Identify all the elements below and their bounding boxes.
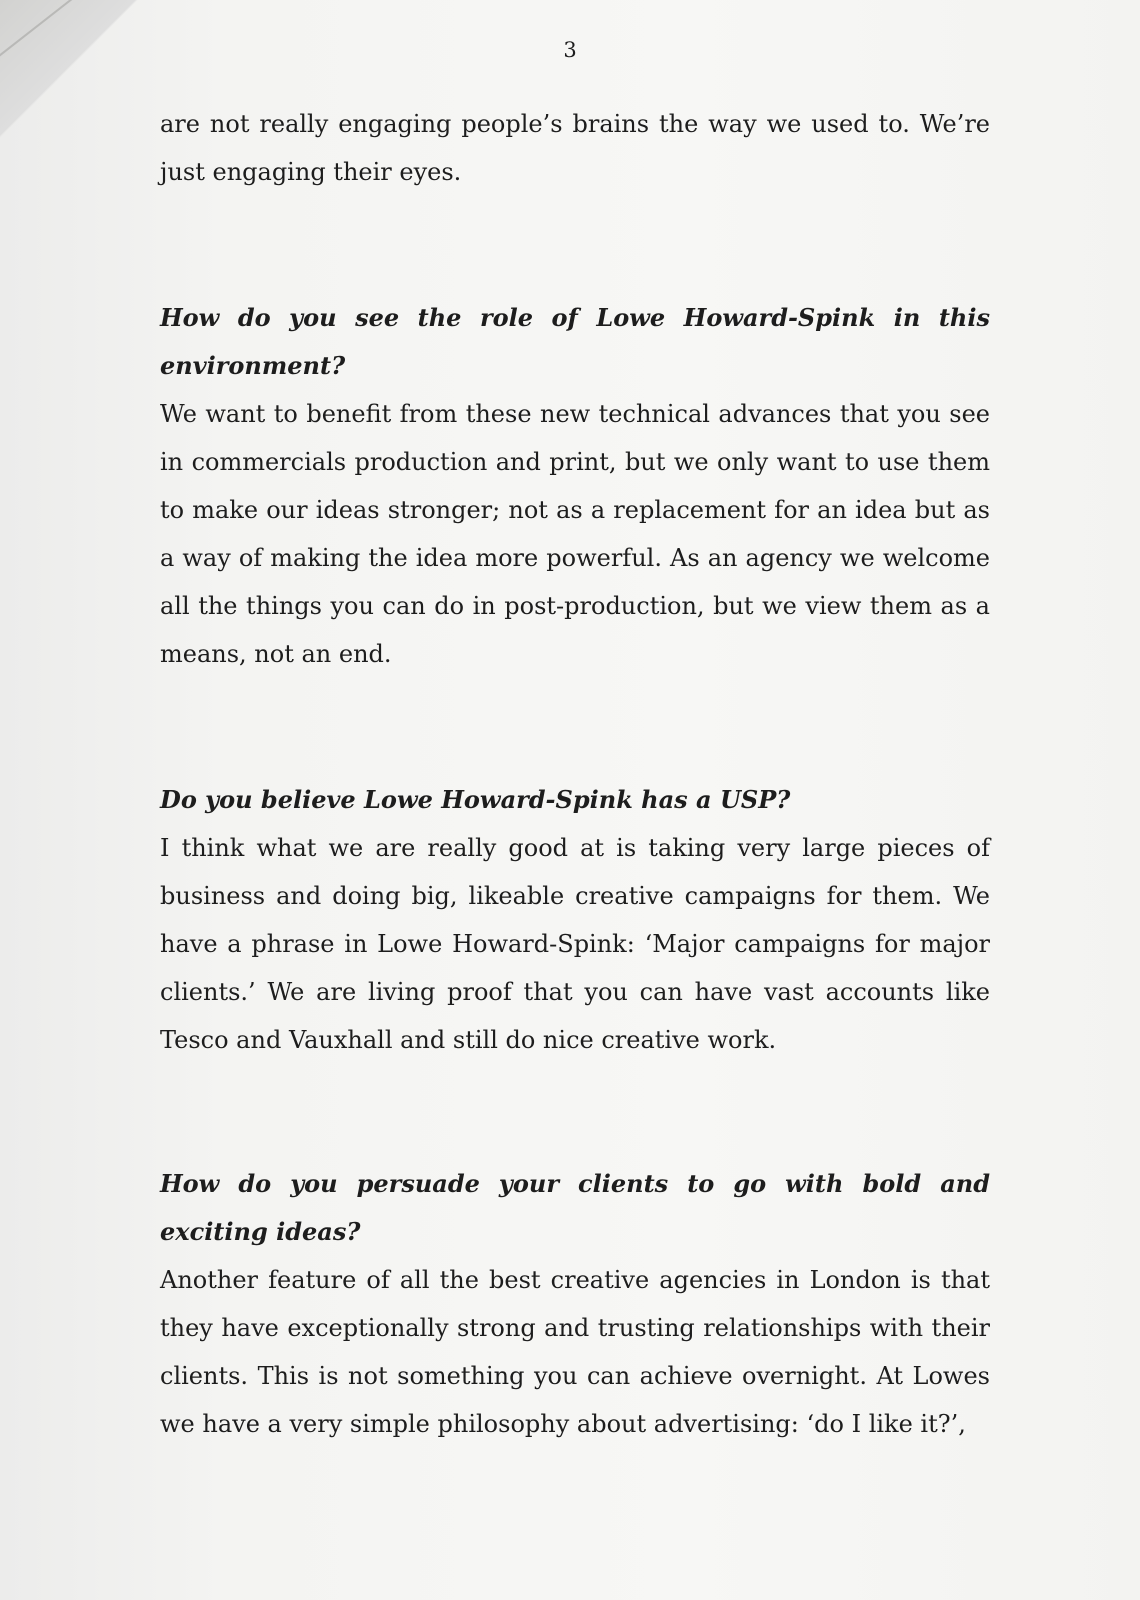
question-heading: How do you persuade your clients to go with bold and exciting ideas? [160,1169,990,1246]
page-number: 3 [563,38,577,62]
answer-paragraph: Another feature of all the best creative agencies in London is that they have exceptionally strong and trusting relationships with their clients. This is not something you can achieve overnight. At Lowes we have a very simple philosophy about advertising: ‘do I like it?’, [160,1266,990,1438]
question-heading: How do you see the role of Lowe Howard-Spink in this environment? [160,303,990,380]
answer-paragraph: I think what we are really good at is taking very large pieces of business and doing big, likeable creative campaigns for them. We have a phrase in Lowe Howard-Spink: ‘Major campaigns for major clients.’ We are living proof that you can have vast accounts like Tesco and Vauxhall and still do nice creative work. [160,834,990,1054]
folded-corner [0,0,150,150]
section-1 [160,294,990,678]
paragraph-text: are not really engaging people’s brains the way we used to. We’re just engaging their eyes. [160,110,990,186]
answer-paragraph: We want to benefit from these new technical advances that you see in commercials production and print, but we only want to use them to make our ideas stronger; not as a replacement for an idea but as a way of making the idea more powerful. As an agency we welcome all the things you can do in post-production, but we view them as a means, not an end. [160,400,990,668]
section-2 [160,776,990,1064]
section-3 [160,1160,990,1448]
question-heading: Do you believe Lowe Howard-Spink has a USP? [160,785,791,814]
intro-paragraph [160,100,990,196]
